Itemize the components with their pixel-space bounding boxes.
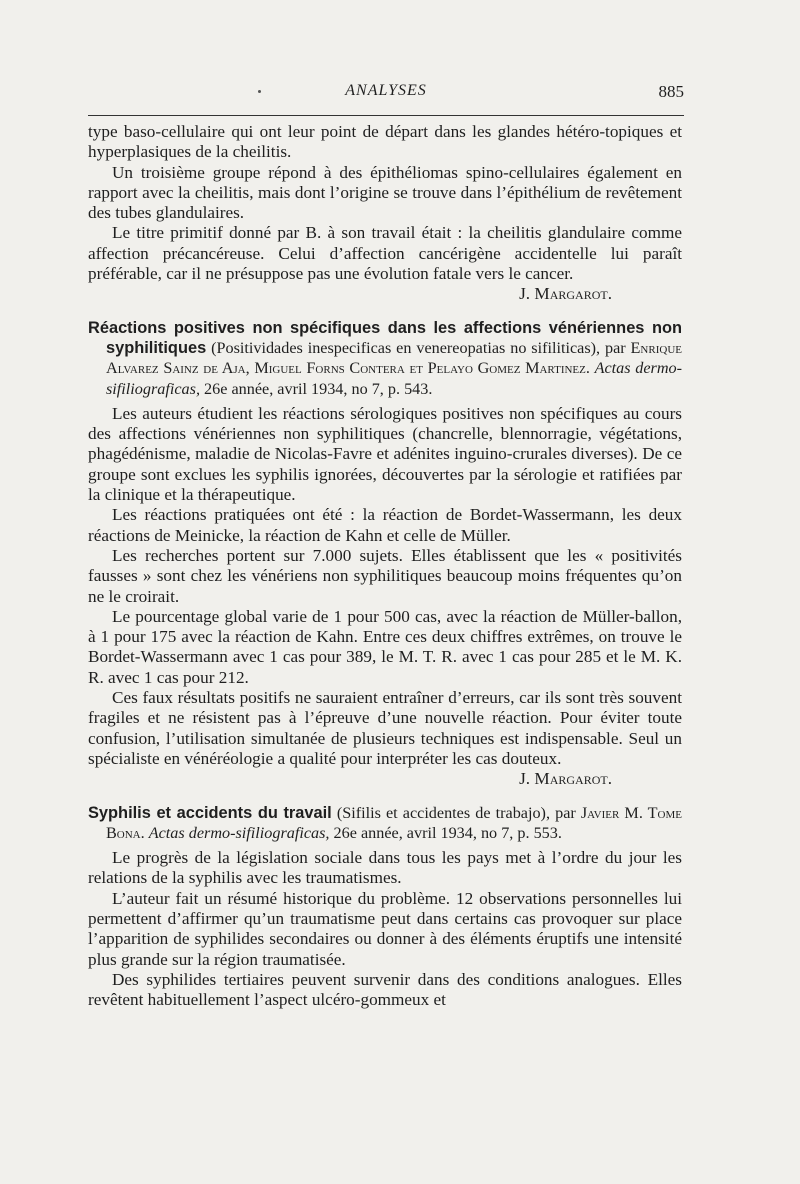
journal-name: Actas dermo-sifiliograficas,: [106, 359, 683, 398]
article-heading: [88, 803, 682, 844]
paragraph: Le pourcentage global varie de 1 pour 500 cas, avec la réaction de Müller-ballon, à 1 pour 175 avec la réaction de Kahn. Entre ces deux chiffres extrêmes, on trouve le Bordet-Wassermann avec 1 cas pour 389, le M. T. R. avec 1 cas pour 285 et le M. K. R. avec 1 cas pour 212.: [88, 606, 682, 687]
signature-name: Margarot.: [534, 284, 612, 304]
authors-intro: par: [555, 803, 576, 822]
paragraph: Les réactions pratiquées ont été : la réaction de Bordet-Wassermann, les deux réactions de Meinicke, la réaction de Kahn et celle de Müller.: [88, 505, 682, 545]
journal-name: Actas dermo-sifiliograficas,: [148, 823, 330, 842]
paragraph: L’auteur fait un résumé historique du problème. 12 observations personnelles lui permettent d’affirmer qu’un traumatisme peut dans certains cas provoquer sur place l’apparition de syphilides secondaires ou donner à des éléments éruptifs une intensité plus grande sur la région traumatisée.: [88, 888, 682, 969]
article-reactions-positives: [88, 318, 682, 790]
paragraph: [88, 688, 682, 789]
original-title: (Sifilis et accidentes de trabajo),: [336, 803, 550, 822]
signature: [495, 769, 612, 789]
page-body: [88, 122, 682, 1010]
authors: Javier M. Tome Bona.: [106, 803, 683, 842]
article-cheilitis-continuation: [88, 122, 682, 305]
signature-initial: J.: [519, 769, 531, 789]
paragraph: Les auteurs étudient les réactions sérologiques positives non spécifiques au cours des affections vénériennes non syphilitiques (chancrelle, blennorragie, végétations, phagédénisme, maladie de Nicolas-Favre et adénites inguino-crurales diverses). De ce groupe sont exclues les syphilis ignorées, découvertes par la sérologie et ratifiées par la clinique et la thérapeutique.: [88, 403, 682, 505]
header-rule: [88, 115, 684, 116]
article-title: Réactions positives non spécifiques dans les affections vénériennes non syphilitiques: [88, 318, 682, 357]
paragraph: Le progrès de la législation sociale dans tous les pays met à l’ordre du jour les relations de la syphilis avec les traumatismes.: [88, 848, 682, 888]
citation: 26e année, avril 1934, no 7, p. 553.: [333, 823, 562, 842]
running-title: ANALYSES: [345, 82, 427, 99]
paragraph: Des syphilides tertiaires peuvent survenir dans des conditions analogues. Elles revêtent habituellement l’aspect ulcéro-gommeux et: [88, 969, 682, 1010]
paragraph: Un troisième groupe répond à des épithéliomas spino-cellulaires également en rapport avec la cheilitis, mais dont l’origine se trouve dans l’épithélium de revêtement des tubes glandulaires.: [88, 162, 682, 223]
page-number: 885: [658, 82, 684, 101]
article-heading: [88, 318, 682, 399]
authors: Enrique Alvarez Sainz de Aja, Miguel Forns Contera et Pelayo Gomez Martinez.: [106, 338, 682, 378]
signature-initial: J.: [519, 284, 531, 304]
paragraph: type baso-cellulaire qui ont leur point de départ dans les glandes hétéro-topiques et hyperplasiques de la cheilitis.: [88, 122, 682, 162]
citation: 26e année, avril 1934, no 7, p. 543.: [204, 379, 433, 398]
signature-name: Margarot.: [534, 769, 612, 789]
paragraph: Les recherches portent sur 7.000 sujets. Elles établissent que les « positivités fausses » sont chez les vénériens non syphilitiques beaucoup moins fréquentes qu’on ne le croirait.: [88, 545, 682, 606]
page-header: [88, 82, 684, 106]
authors-intro: par: [604, 338, 626, 357]
paragraph-text: Ces faux résultats positifs ne sauraient entraîner d’erreurs, car ils sont très souvent fragiles et ne résistent pas à l’épreuve d’une nouvelle réaction. Pour éviter toute confusion, l’utilisation simultanée de plusieurs techniques est indispensable. Seul un spécialiste en vénéréologie a qualité pour interpréter les cas douteux.: [88, 688, 682, 768]
paragraph-text: Le titre primitif donné par B. à son travail était : la cheilitis glandulaire comme affection précancéreuse. Celui d’affection cancérigène accidentelle lui paraît préférable, car il ne présuppose pas une évolution fatale vers le cancer.: [88, 223, 682, 284]
article-syphilis-accidents: [88, 803, 682, 1011]
article-title: Syphilis et accidents du travail: [88, 803, 332, 822]
signature: [495, 284, 612, 304]
original-title: (Positividades inespecificas en venereopatias no sifiliticas),: [211, 338, 601, 357]
paragraph: [88, 223, 682, 304]
